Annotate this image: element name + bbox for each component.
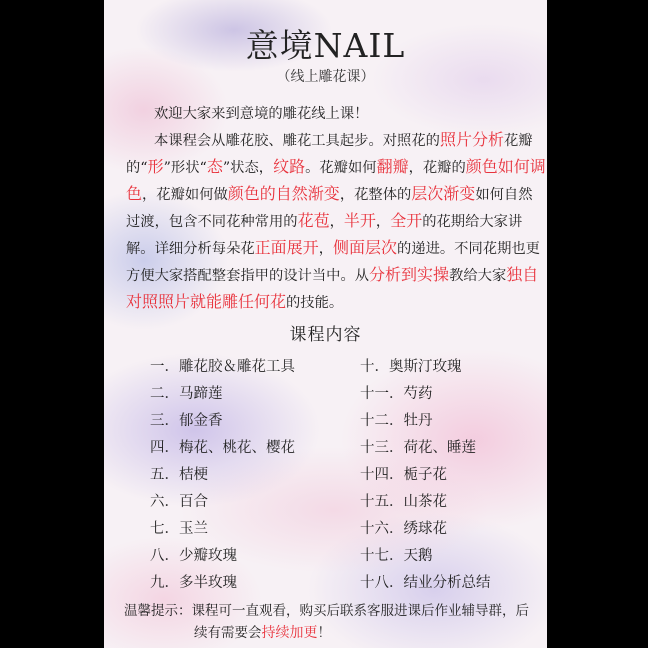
curriculum-item: 十七．天鹅 <box>360 548 433 564</box>
intro-text-segment: 的花期给大家讲解。详细分析每朵花 <box>126 214 523 257</box>
intro-text-segment: ，花瓣的 <box>408 160 466 176</box>
intro-highlight: 花苞 <box>297 211 330 230</box>
intro-highlight: 照片分析 <box>439 130 504 149</box>
intro-text-segment: 花瓣的“ <box>126 133 533 176</box>
curriculum-item: 三．郁金香 <box>150 413 223 429</box>
page-title: 意境NAIL <box>245 26 406 65</box>
intro-highlight: 侧面层次 <box>332 238 397 257</box>
curriculum-item: 十八．结业分析总结 <box>360 575 491 591</box>
curriculum-item: 五．桔梗 <box>150 467 208 483</box>
intro-highlight: 纹路 <box>273 157 306 176</box>
intro-text-segment: ”形状“ <box>163 160 207 176</box>
intro-highlight: 颜色如何调色 <box>126 157 546 203</box>
intro-highlight: 正面展开 <box>254 238 319 257</box>
curriculum-list-right <box>360 356 491 599</box>
curriculum-item: 九．多半玫瑰 <box>150 575 237 591</box>
intro-highlight: 半开 <box>343 211 376 230</box>
curriculum-item: 二．马蹄莲 <box>150 386 223 402</box>
curriculum-item: 八．少瓣玫瑰 <box>150 548 237 564</box>
intro-text-segment: 教给大家 <box>449 268 507 284</box>
intro-text-segment: ， <box>318 241 333 257</box>
intro-highlight: 层次渐变 <box>411 184 476 203</box>
tip-line-1: 温馨提示：课程可一直观看，购买后联系客服进课后作业辅导群，后 <box>124 603 529 619</box>
tip-highlight: 持续加更 <box>261 625 318 641</box>
intro-highlight: 全开 <box>390 211 423 230</box>
intro-text-segment: ”状态， <box>222 160 274 176</box>
intro-text-segment: ， <box>329 214 344 230</box>
intro-text-segment: 本课程会从雕花胶、雕花工具起步。对照花的 <box>154 133 440 149</box>
curriculum-item: 十四．栀子花 <box>360 467 447 483</box>
curriculum-item: 十三．荷花、睡莲 <box>360 440 476 456</box>
welcome-line: 欢迎大家来到意境的雕花线上课！ <box>154 106 369 122</box>
page-subtitle: （线上雕花课） <box>276 69 375 85</box>
curriculum-item: 四．梅花、桃花、樱花 <box>150 440 295 456</box>
tip-line-2 <box>124 622 544 644</box>
curriculum-item: 六．百合 <box>150 494 208 510</box>
tip-text-segment: ！ <box>317 625 331 641</box>
intro-highlight: 分析到实操 <box>369 265 450 284</box>
intro-text-segment: ，花瓣如何做 <box>142 187 228 203</box>
intro-highlight: 颜色的自然渐变 <box>227 184 340 203</box>
intro-highlight: 独自对照照片就能雕任何花 <box>126 265 539 311</box>
intro-paragraph <box>126 127 546 316</box>
intro-highlight: 形 <box>147 157 164 176</box>
tip-note <box>124 600 544 644</box>
intro-text-segment: 的递进。不同花期也更方便大家搭配整套指甲的设计当中。从 <box>126 241 540 284</box>
curriculum-item: 十．奥斯汀玫瑰 <box>360 359 462 375</box>
intro-text-segment: 。花瓣如何 <box>305 160 377 176</box>
intro-text-segment: 的技能。 <box>286 295 344 311</box>
curriculum-list-left <box>150 356 295 599</box>
intro-text-segment: ，花整体的 <box>339 187 412 203</box>
course-poster <box>104 0 547 648</box>
section-title: 课程内容 <box>289 325 362 345</box>
intro-text-segment: ， <box>375 214 391 230</box>
curriculum-item: 七．玉兰 <box>150 521 208 537</box>
intro-highlight: 态 <box>206 157 223 176</box>
intro-text <box>126 101 546 316</box>
intro-text-segment: 如何自然过渡，包含不同花种常用的 <box>126 187 533 230</box>
curriculum-item: 十一．芍药 <box>360 386 433 402</box>
curriculum-item: 十六．绣球花 <box>360 521 447 537</box>
curriculum-item: 一．雕花胶＆雕花工具 <box>150 359 295 375</box>
tip-text-segment: 续有需要会 <box>194 625 262 641</box>
intro-highlight: 翻瓣 <box>376 157 409 176</box>
curriculum-item: 十二．牡丹 <box>360 413 433 429</box>
curriculum-item: 十五．山茶花 <box>360 494 447 510</box>
